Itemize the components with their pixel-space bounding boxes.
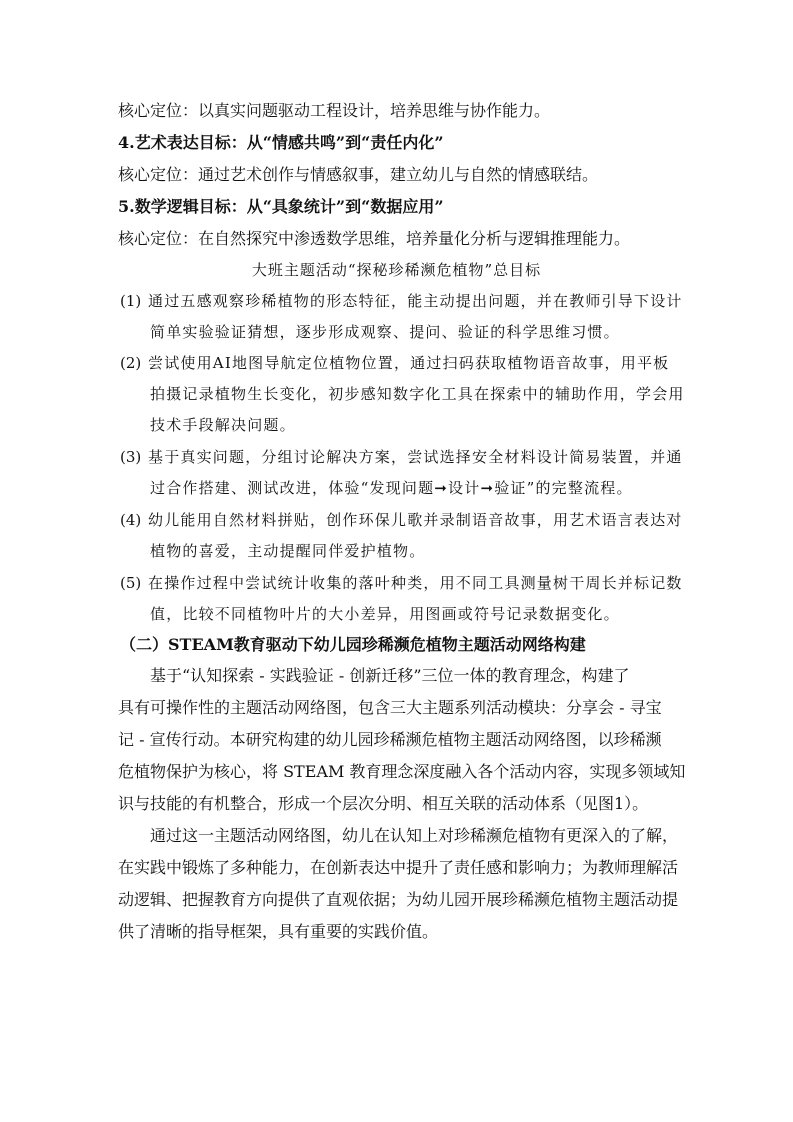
- goal-3-line-2: 过合作搭建、测试改进，体验“发现问题➞设计➞验证”的完整流程。: [150, 479, 633, 497]
- paragraph-1-line-2: 具有可操作性的主题活动网络图，包含三大主题系列活动模块：分享会 - 寻宝: [118, 698, 662, 717]
- paragraph-1-line-4: 危植物保护为核心，将 STEAM 教育理念深度融入各个活动内容，实现多领域知: [118, 762, 686, 781]
- paragraph-2-line-2: 在实践中锻炼了多种能力，在创新表达中提升了责任感和影响力；为教师理解活: [118, 858, 679, 877]
- goal-4-number: (4): [120, 511, 142, 529]
- paragraph-1-line-5: 识与技能的有机整合，形成一个层次分明、相互关联的活动体系（见图1）。: [118, 794, 649, 813]
- goal-5-line-1: 在操作过程中尝试统计收集的落叶种类，用不同工具测量树干周长并标记数: [148, 574, 683, 592]
- heading-math-goal: 5.数学逻辑目标：从“具象统计”到“数据应用”: [118, 197, 444, 216]
- goal-2-number: (2): [120, 354, 142, 372]
- goal-5-line-2: 值，比较不同植物叶片的大小差异，用图画或符号记录数据变化。: [150, 605, 620, 623]
- section-heading: （二）STEAM教育驱动下幼儿园珍稀濒危植物主题活动网络构建: [120, 635, 586, 654]
- goal-1-line-2: 简单实验验证猜想，逐步形成观察、提问、验证的科学思维习惯。: [150, 323, 620, 341]
- goal-2-line-2: 拍摄记录植物生长变化，初步感知数字化工具在探索中的辅助作用，学会用: [150, 385, 685, 403]
- goals-title: 大班主题活动“探秘珍稀濒危植物”总目标: [251, 261, 542, 279]
- paragraph-2-line-4: 供了清晰的指导框架，具有重要的实践价值。: [118, 922, 439, 941]
- paragraph-1-line-1: 基于“认知探索 - 实践验证 - 创新迁移”三位一体的教育理念，构建了: [150, 666, 630, 685]
- goal-3-line-1: 基于真实问题，分组讨论解决方案，尝试选择安全材料设计简易装置，并通: [148, 448, 683, 466]
- paragraph-2-line-1: 通过这一主题活动网络图，幼儿在认知上对珍稀濒危植物有更深入的了解，: [150, 826, 679, 845]
- goal-5-number: (5): [120, 574, 142, 592]
- goal-1-line-1: 通过五感观察珍稀植物的形态特征，能主动提出问题，并在教师引导下设计: [148, 292, 683, 310]
- goal-4-line-1: 幼儿能用自然材料拼贴，创作环保儿歌并录制语音故事，用艺术语言表达对: [148, 511, 683, 529]
- core-positioning-art: 核心定位：通过艺术创作与情感叙事，建立幼儿与自然的情感联结。: [118, 165, 599, 184]
- paragraph-1-line-3: 记 - 宣传行动。本研究构建的幼儿园珍稀濒危植物主题活动网络图，以珍稀濒: [118, 730, 662, 749]
- core-positioning-math: 核心定位：在自然探究中渗透数学思维，培养量化分析与逻辑推理能力。: [118, 229, 631, 248]
- heading-art-goal: 4.艺术表达目标：从“情感共鸣”到“责任内化”: [118, 133, 444, 152]
- goal-3-number: (3): [120, 448, 142, 466]
- goal-4-line-2: 植物的喜爱，主动提醒同伴爱护植物。: [150, 542, 426, 560]
- goal-2-line-1: 尝试使用AI地图导航定位植物位置，通过扫码获取植物语音故事，用平板: [148, 354, 670, 372]
- core-positioning-engineering: 核心定位：以真实问题驱动工程设计，培养思维与协作能力。: [118, 101, 551, 120]
- goal-1-number: (1): [120, 292, 142, 310]
- paragraph-2-line-3: 动逻辑、把握教育方向提供了直观依据；为幼儿园开展珍稀濒危植物主题活动提: [118, 890, 679, 909]
- goal-2-line-3: 技术手段解决问题。: [150, 416, 296, 434]
